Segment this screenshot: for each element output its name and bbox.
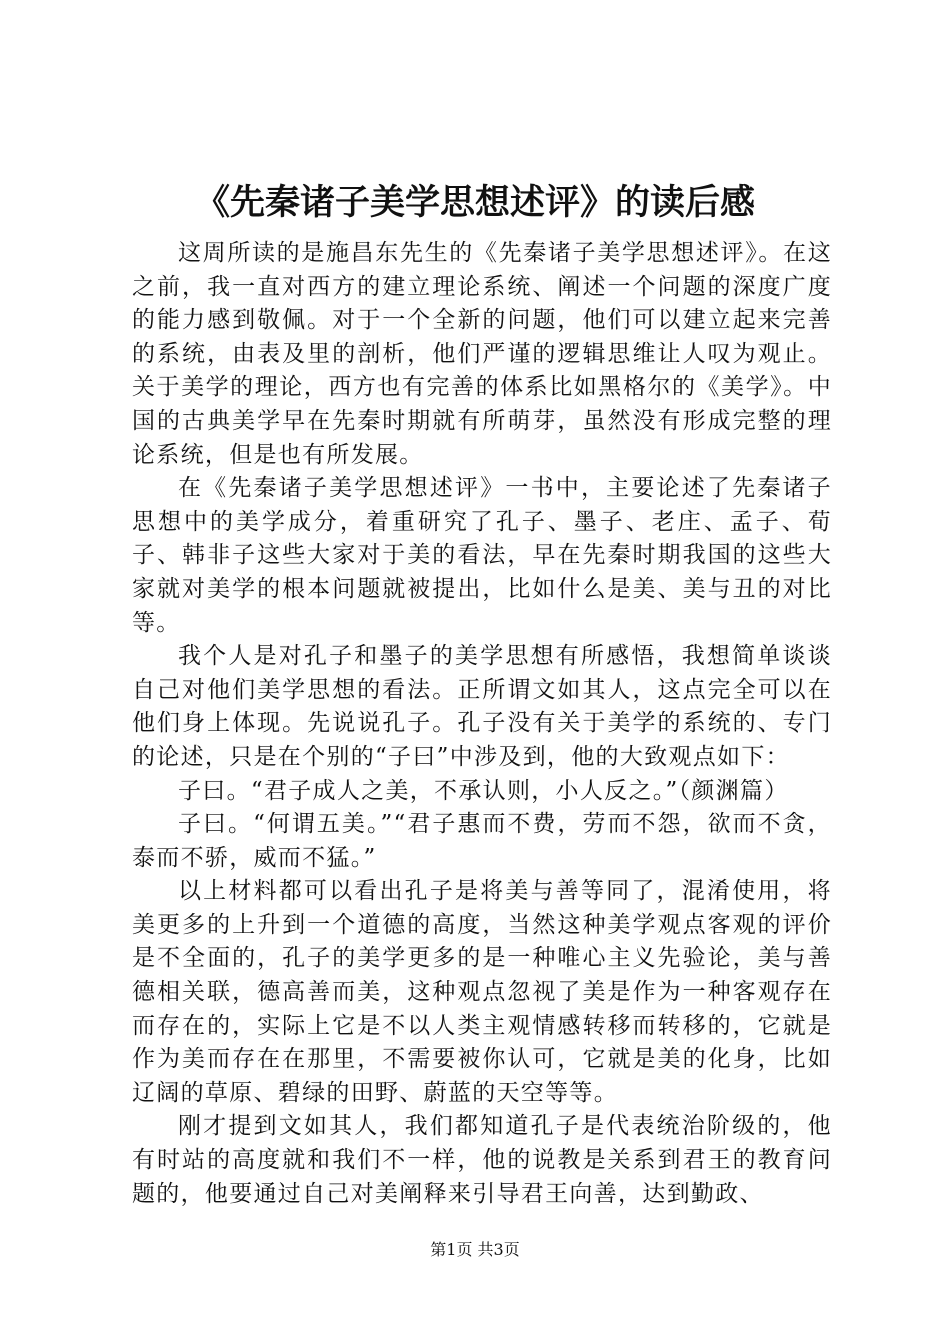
paragraph-1: 这周所读的是施昌东先生的《先秦诸子美学思想述评》。在这之前，我一直对西方的建立理论系统、阐述一个问题的深度广度的能力感到敬佩。对于一个全新的问题，他们可以建立起来完善的系统，由表及里的剖析，他们严谨的逻辑思维让人叹为观止。关于美学的理论，西方也有完善的体系比如黑格尔的《美学》。中国的古典美学早在先秦时期就有所萌芽，虽然没有形成完整的理论系统，但是也有所发展。 (132, 240, 832, 468)
page-number-footer: 第1页 共3页 (430, 1240, 520, 1259)
document-body (132, 237, 832, 1211)
paragraph-4: 子曰。“君子成人之美，不承认则，小人反之。”（颜渊篇） (178, 777, 789, 804)
document-title: 《先秦诸子美学思想述评》的读后感 (194, 182, 755, 223)
paragraph-6: 以上材料都可以看出孔子是将美与善等同了，混淆使用，将美更多的上升到一个道德的高度，当然这种美学观点客观的评价是不全面的，孔子的美学更多的是一种唯心主义先验论，美与善德相关联，德高善而美，这种观点忽视了美是作为一种客观存在而存在的，实际上它是不以人类主观情感转移而转移的，它就是作为美而存在在那里，不需要被你认可，它就是美的化身，比如辽阔的草原、碧绿的田野、蔚蓝的天空等等。 (132, 878, 832, 1106)
paragraph-3: 我个人是对孔子和墨子的美学思想有所感悟，我想简单谈谈自己对他们美学思想的看法。正所谓文如其人，这点完全可以在他们身上体现。先说说孔子。孔子没有关于美学的系统的、专门的论述，只是在个别的“子曰”中涉及到，他的大致观点如下： (132, 643, 832, 770)
paragraph-5: 子曰。“何谓五美。”“君子惠而不费，劳而不怨，欲而不贪，泰而不骄，威而不猛。” (132, 811, 832, 871)
paragraph-7: 刚才提到文如其人，我们都知道孔子是代表统治阶级的，他有时站的高度就和我们不一样，他的说教是关系到君王的教育问题的，他要通过自己对美阐释来引导君王向善，达到勤政、 (132, 1113, 832, 1207)
paragraph-2: 在《先秦诸子美学思想述评》一书中，主要论述了先秦诸子思想中的美学成分，着重研究了孔子、墨子、老庄、孟子、荀子、韩非子这些大家对于美的看法，早在先秦时期我国的这些大家就对美学的根本问题就被提出，比如什么是美、美与丑的对比等。 (132, 475, 832, 636)
